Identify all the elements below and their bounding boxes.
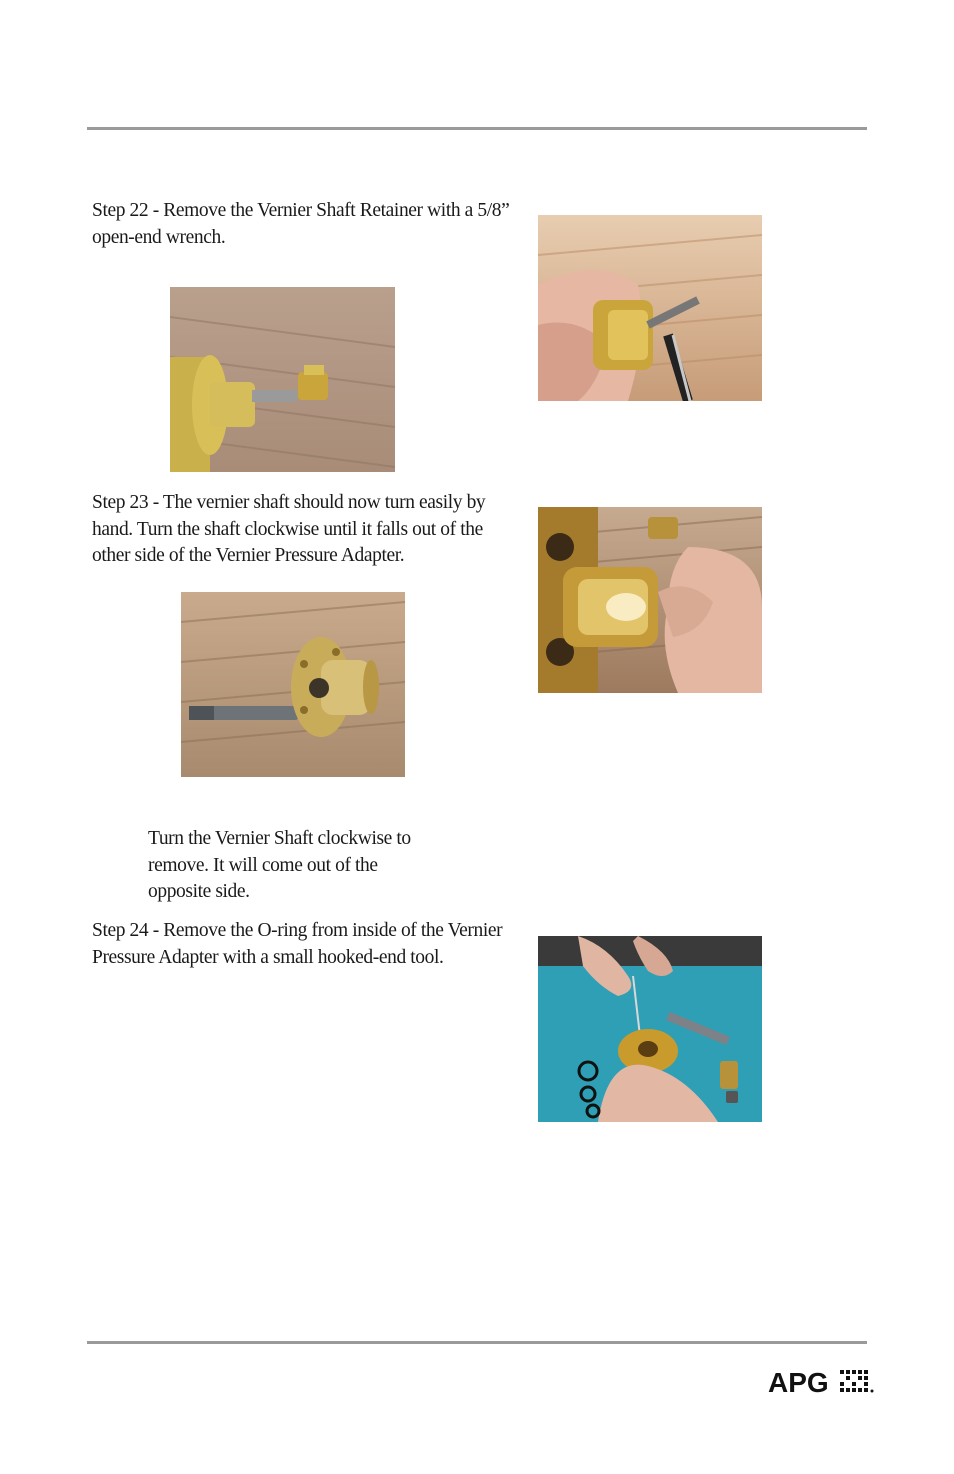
footer-rule <box>87 1341 867 1344</box>
photo-shaft-removed <box>181 592 405 777</box>
apg-logo <box>768 1366 878 1396</box>
step-22-text: Step 22 - Remove the Vernier Shaft Retainer with a 5/8” open-end wrench. <box>92 200 510 248</box>
note-text: Turn the Vernier Shaft clockwise to remove. It will come out of the opposite side. <box>148 828 411 902</box>
step-24-text: Step 24 - Remove the O-ring from inside of the Vernier Pressure Adapter with a small hooked-end tool. <box>92 920 503 968</box>
apg-logo-text: APG <box>768 1367 829 1396</box>
photo-oring-removal <box>538 936 762 1122</box>
header-rule <box>87 127 867 130</box>
step-23-text: Step 23 - The vernier shaft should now turn easily by hand. Turn the shaft clockwise until it falls out of the other side of the Vernier Pressure Adapter. <box>92 492 486 566</box>
photo-retainer-removed <box>170 287 395 472</box>
photo-turning-shaft <box>538 507 762 693</box>
photo-wrench-on-retainer <box>538 215 762 401</box>
